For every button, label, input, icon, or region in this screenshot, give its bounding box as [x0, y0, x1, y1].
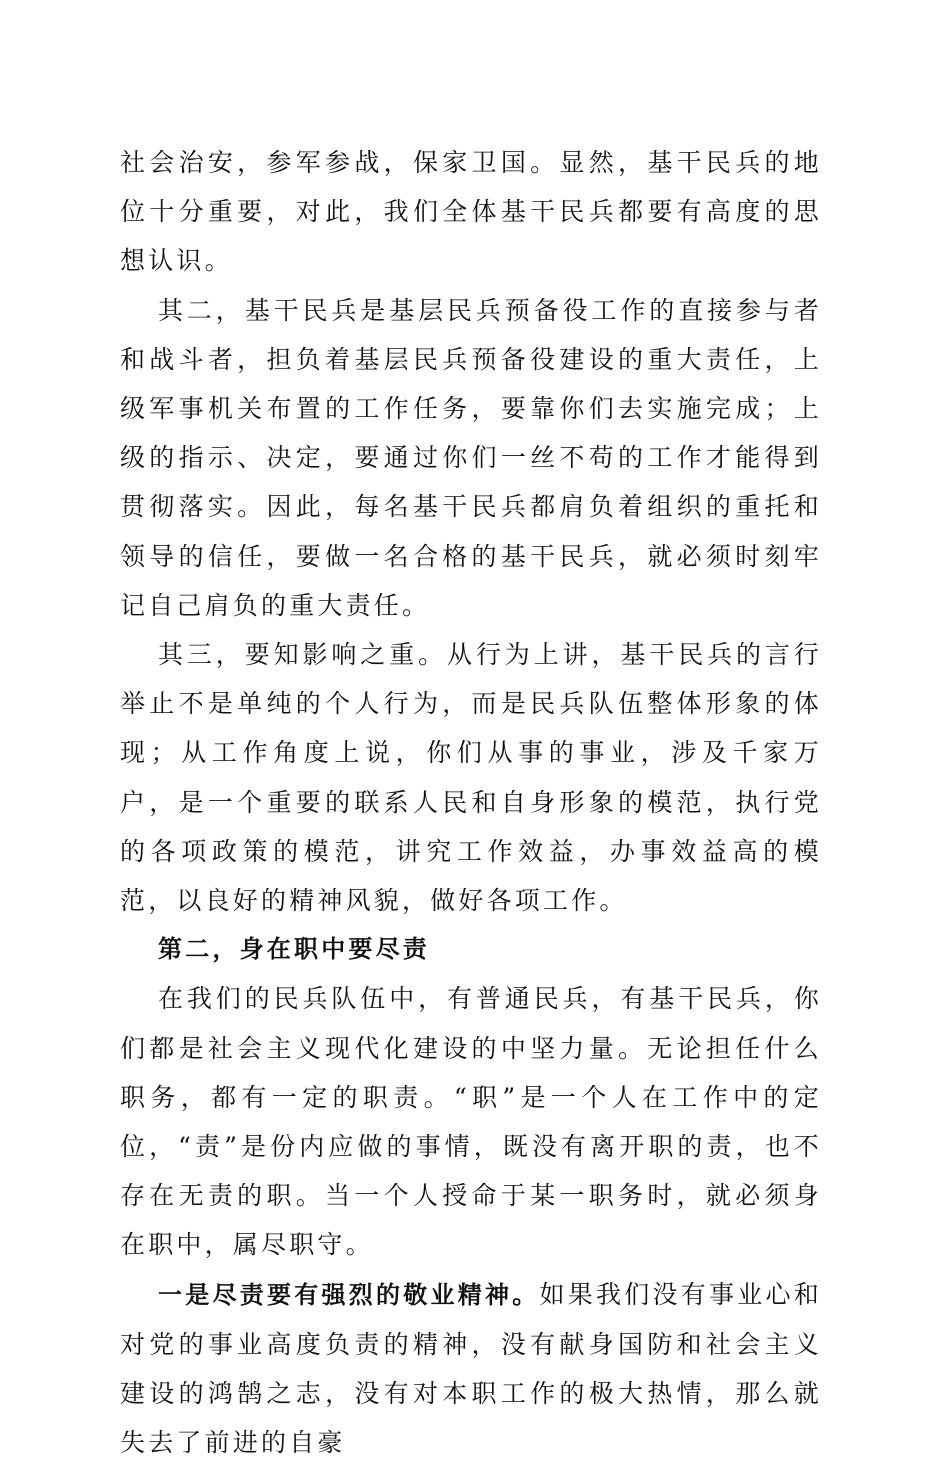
paragraph-continued: 社会治安，参军参战，保家卫国。显然，基干民兵的地位十分重要，对此，我们全体基干民兵都要有高度的思想认识。 [120, 148, 822, 276]
paragraph-dedication [120, 1270, 822, 1467]
paragraph-dedication-text: 如果我们没有事业心和对党的事业高度负责的精神，没有献身国防和社会主义建设的鸿鹄之志，没有对本职工作的极大热情，那么就失去了前进的自豪 [120, 1279, 822, 1458]
paragraph-lead-bold: 一是尽责要有强烈的敬业精神。 [158, 1280, 540, 1309]
section-heading: 第二，身在职中要尽责 [158, 935, 430, 964]
document-body [120, 138, 822, 1467]
paragraph-duty-intro: 在我们的民兵队伍中，有普通民兵，有基干民兵，你们都是社会主义现代化建设的中坚力量。无论担任什么职务，都有一定的职责。“职”是一个人在工作中的定位，“责”是份内应做的事情，既没有离开职的责，也不存在无责的职。当一个人授命于某一职务时，就必须身在职中，属尽职守。 [120, 984, 822, 1260]
paragraph-third-point: 其三，要知影响之重。从行为上讲，基干民兵的言行举止不是单纯的个人行为，而是民兵队伍整体形象的体现；从工作角度上说，你们从事的事业，涉及千家万户，是一个重要的联系人民和自身形象的模范，执行党的各项政策的模范，讲究工作效益，办事效益高的模范，以良好的精神风貌，做好各项工作。 [120, 640, 822, 916]
paragraph-second-point: 其二，基干民兵是基层民兵预备役工作的直接参与者和战斗者，担负着基层民兵预备役建设的重大责任，上级军事机关布置的工作任务，要靠你们去实施完成；上级的指示、决定，要通过你们一丝不苟的工作才能得到贯彻落实。因此，每名基干民兵都肩负着组织的重托和领导的信任，要做一名合格的基干民兵，就必须时刻牢记自己肩负的重大责任。 [120, 295, 822, 620]
